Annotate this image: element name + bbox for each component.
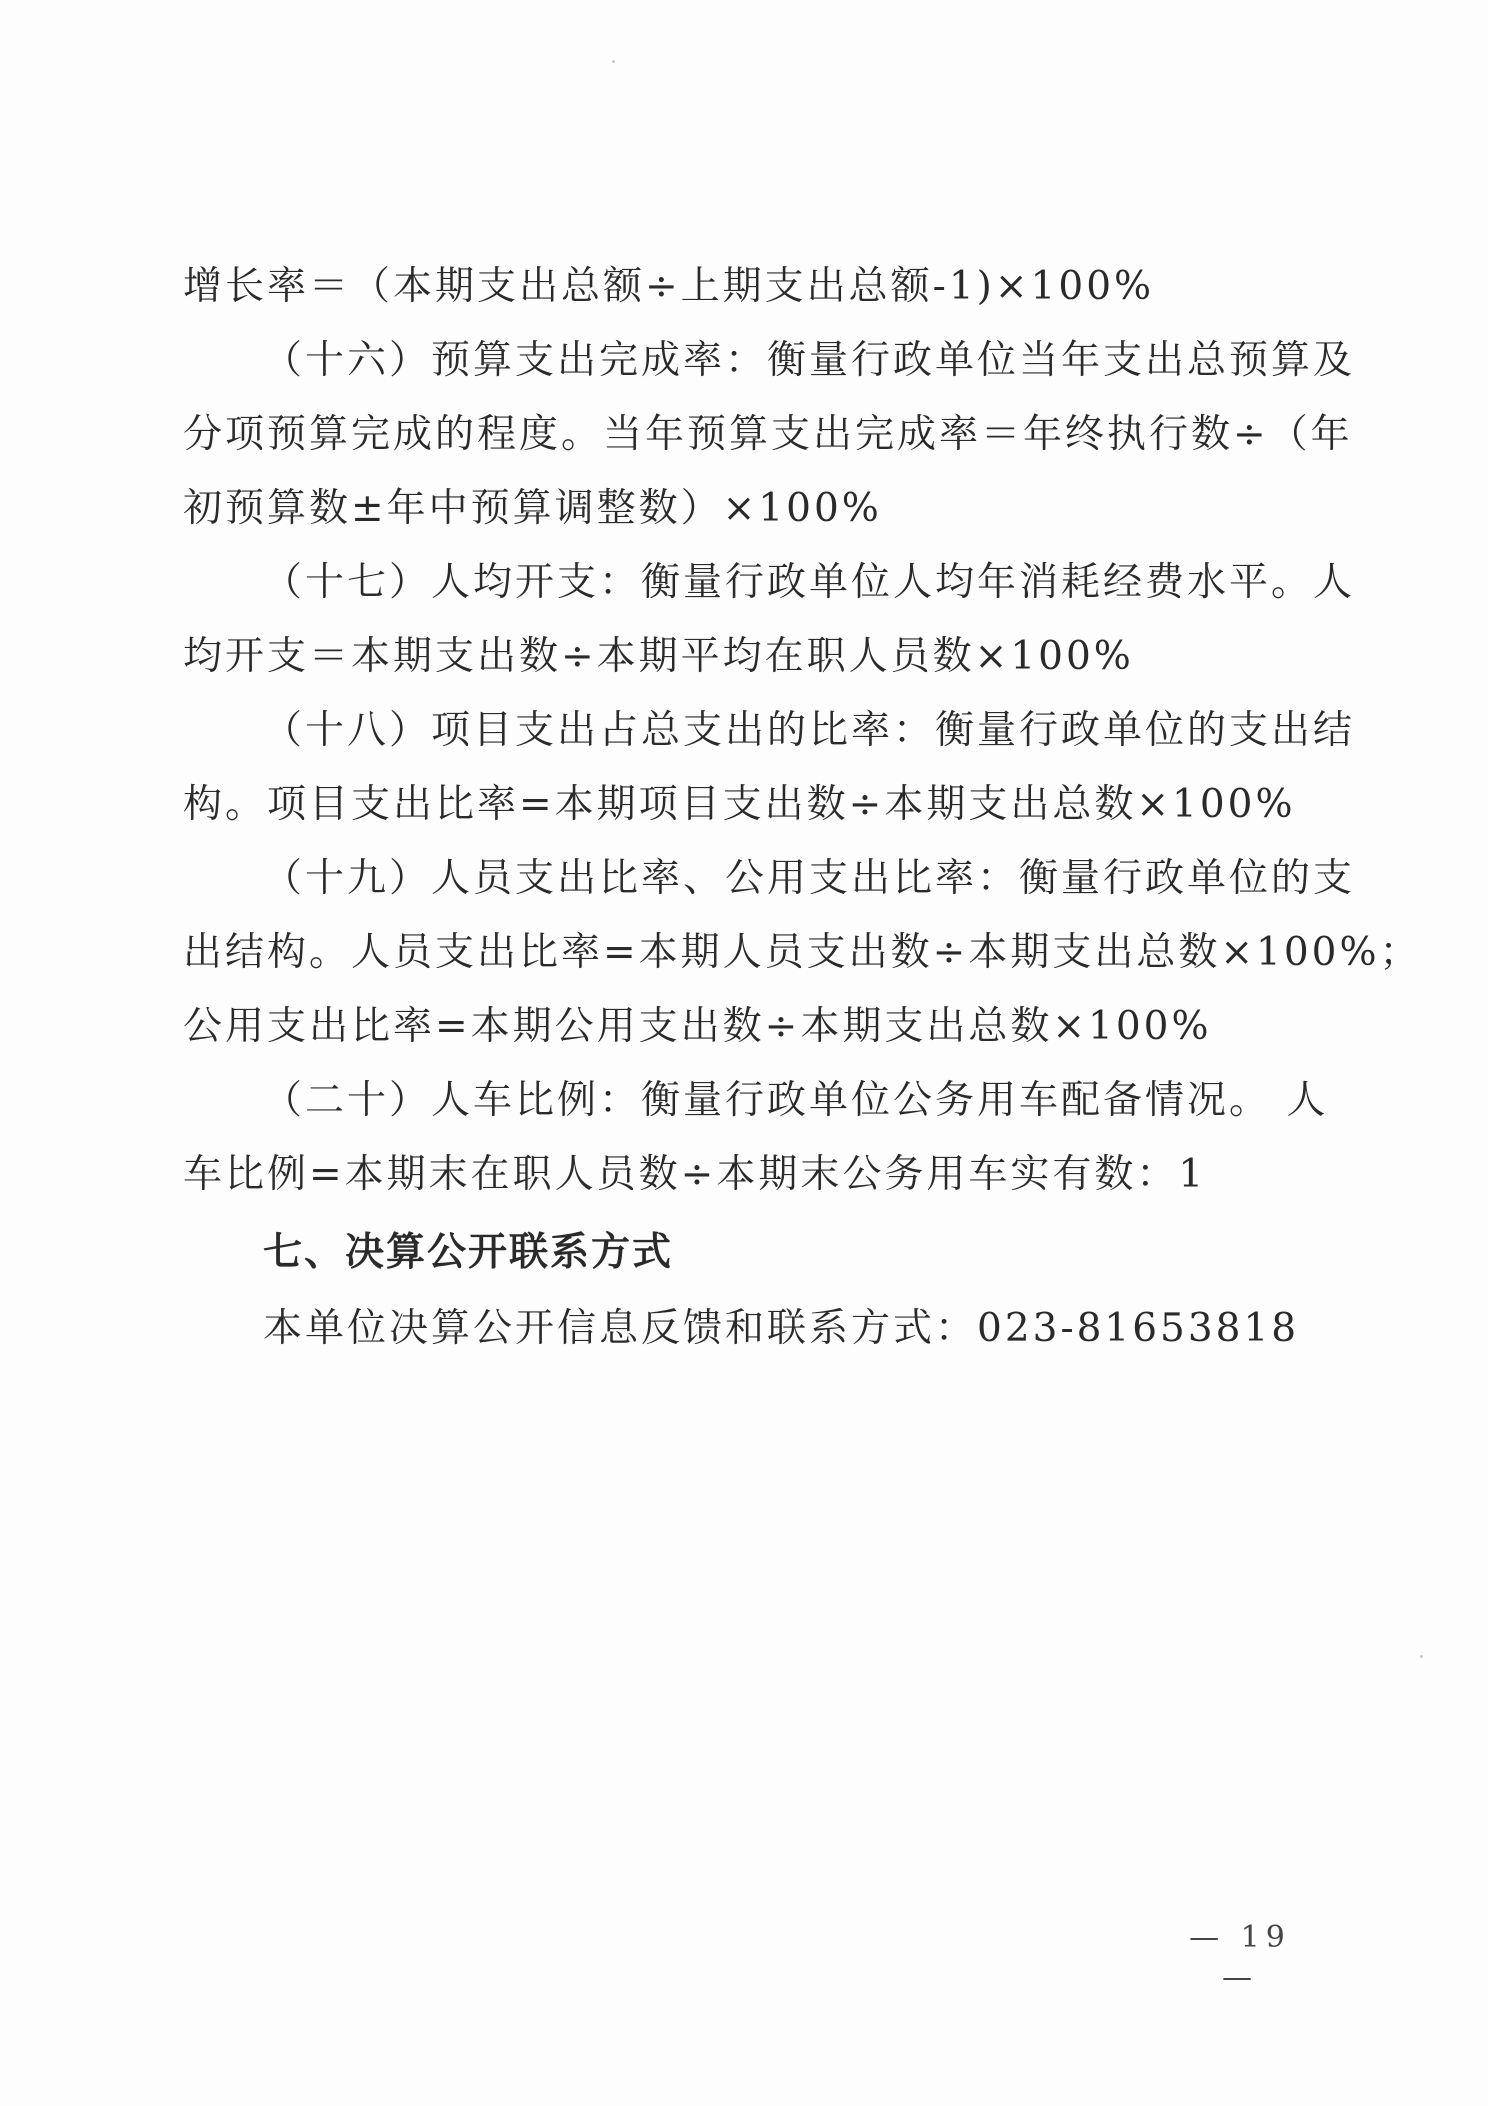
contact-line: 本单位决算公开信息反馈和联系方式：023-81653818 xyxy=(263,1306,1300,1351)
scan-speck xyxy=(1420,1655,1423,1658)
text-line-item-16-formula: 初预算数±年中预算调整数）×100% xyxy=(183,486,882,531)
text-line-item-19: （十九）人员支出比率、公用支出比率：衡量行政单位的支 xyxy=(263,856,1356,901)
text-line-item-20-formula: 车比例=本期末在职人员数÷本期末公务用车实有数：1 xyxy=(183,1152,1207,1197)
text-line-item-16-cont: 分项预算完成的程度。当年预算支出完成率＝年终执行数÷（年 xyxy=(183,412,1353,457)
text-line-item-18: （十八）项目支出占总支出的比率：衡量行政单位的支出结 xyxy=(263,708,1356,753)
scan-speck xyxy=(612,60,615,63)
page-number: — 19 — xyxy=(1189,1920,1291,1995)
section-heading-contact: 七、决算公开联系方式 xyxy=(263,1230,674,1275)
text-line-growth-rate-formula: 增长率＝（本期支出总额÷上期支出总额-1)×100% xyxy=(183,264,1155,309)
text-line-item-19-formula-public: 公用支出比率=本期公用支出数÷本期支出总数×100% xyxy=(183,1004,1212,1049)
text-line-item-19-formula-personnel: 出结构。人员支出比率=本期人员支出数÷本期支出总数×100%； xyxy=(183,930,1422,975)
text-line-item-18-formula: 构。项目支出比率=本期项目支出数÷本期支出总数×100% xyxy=(183,782,1296,827)
text-line-item-17: （十七）人均开支：衡量行政单位人均年消耗经费水平。人 xyxy=(263,560,1356,605)
text-line-item-16: （十六）预算支出完成率：衡量行政单位当年支出总预算及 xyxy=(263,338,1356,383)
text-line-item-17-formula: 均开支＝本期支出数÷本期平均在职人员数×100% xyxy=(183,634,1134,679)
text-line-item-20: （二十）人车比例：衡量行政单位公务用车配备情况。 人 xyxy=(263,1078,1329,1123)
